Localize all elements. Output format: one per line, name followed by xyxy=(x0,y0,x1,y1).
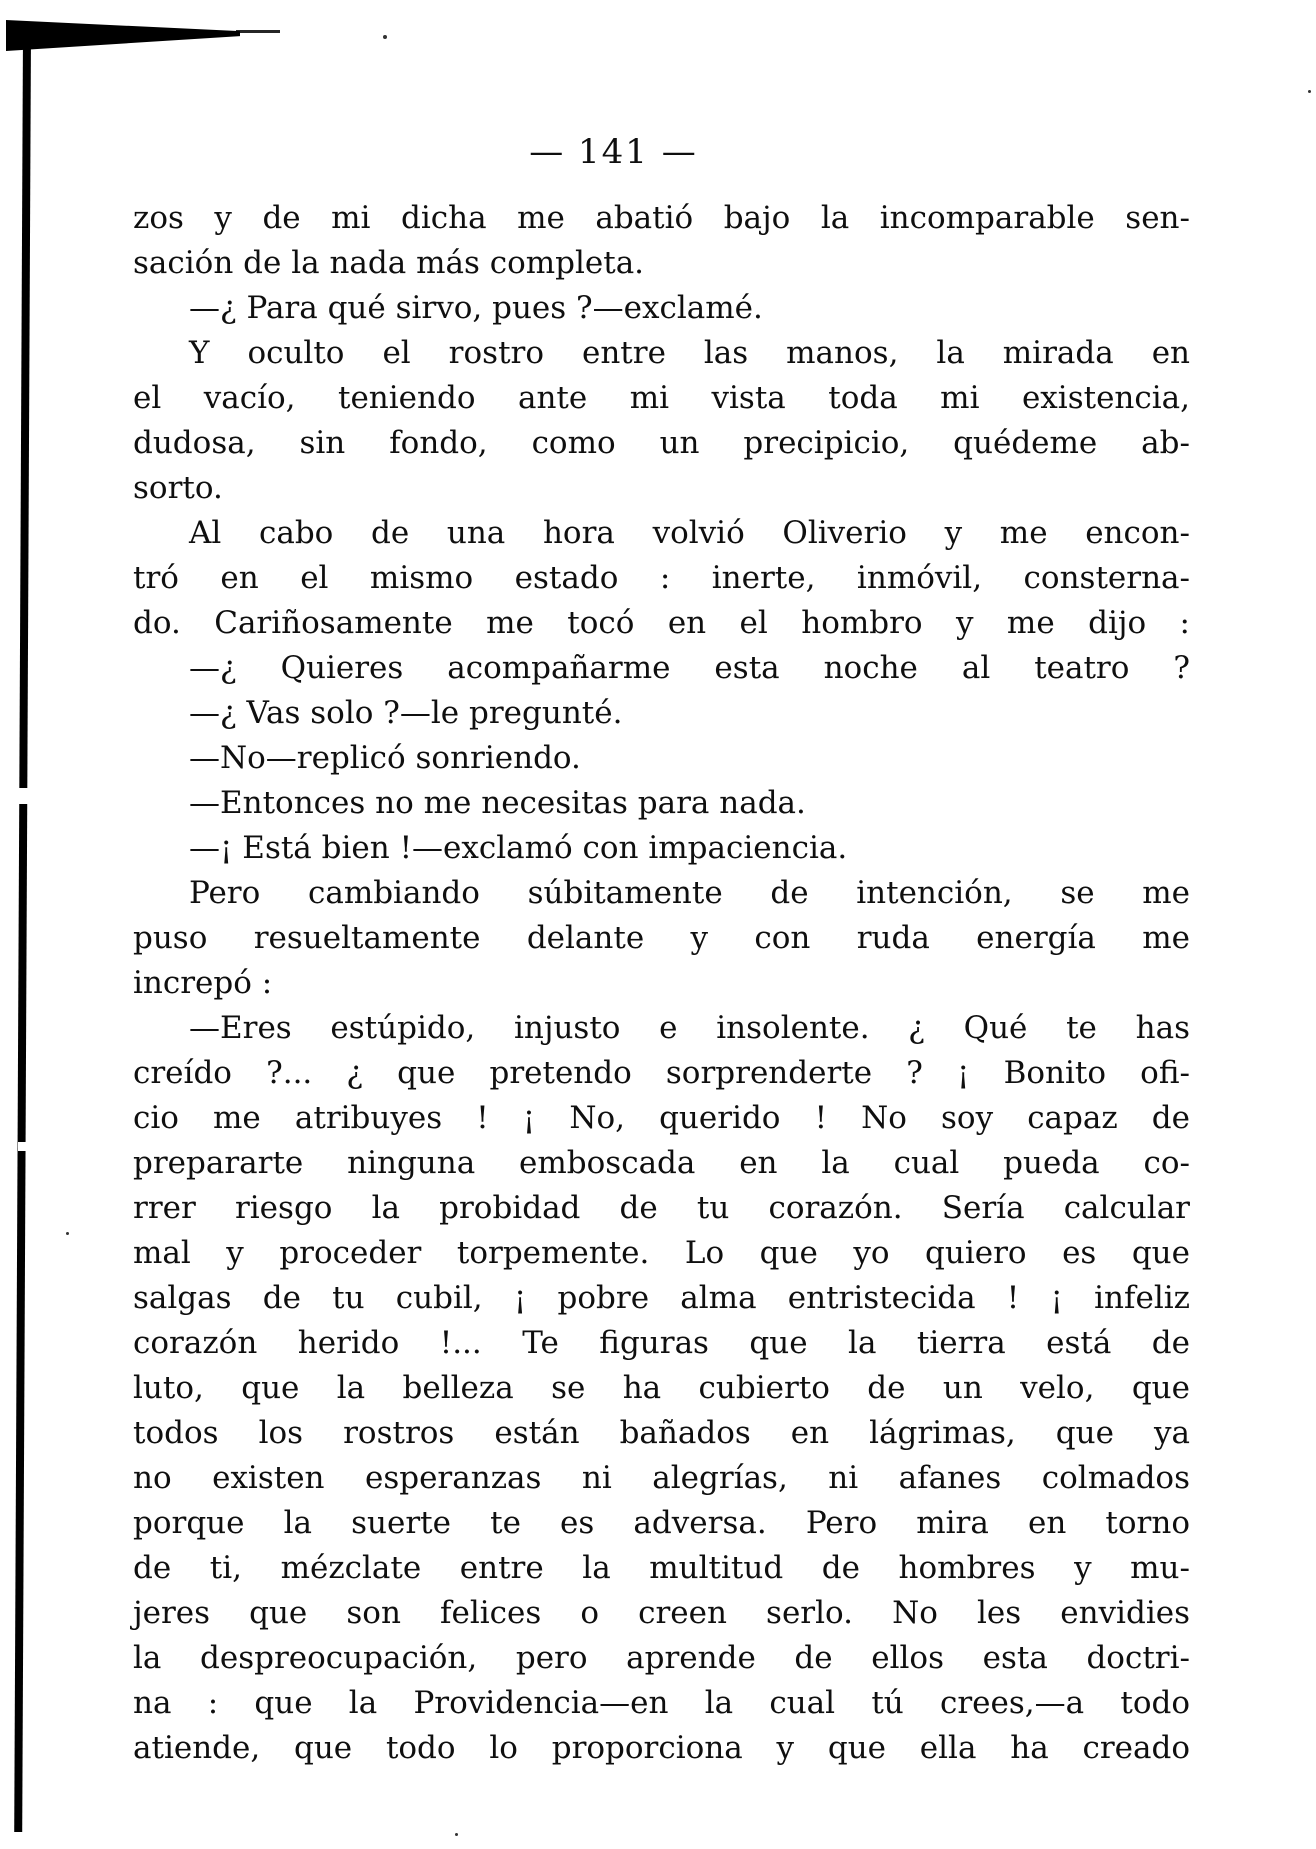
text-line: increpó : xyxy=(133,965,273,1001)
text-line: prepararte ninguna emboscada en la cual pueda co- xyxy=(133,1145,1190,1181)
text-line: Al cabo de una hora volvió Oliverio y me encon- xyxy=(189,515,1190,551)
scan-artifact-corner-wedge xyxy=(6,20,240,51)
scan-artifact-wedge-tail xyxy=(236,30,280,33)
text-line: —Eres estúpido, injusto e insolente. ¿ Qué te has xyxy=(189,1010,1190,1046)
text-line: Pero cambiando súbitamente de intención, se me xyxy=(189,875,1190,911)
scan-artifact-spine-line xyxy=(14,32,31,1832)
text-column xyxy=(133,196,1190,1771)
text-line: el vacío, teniendo ante mi vista toda mi existencia, xyxy=(133,380,1190,416)
text-line: de ti, mézclate entre la multitud de hombres y mu- xyxy=(133,1550,1190,1586)
text-line: todos los rostros están bañados en lágrimas, que ya xyxy=(133,1415,1190,1451)
text-line: sación de la nada más completa. xyxy=(133,245,645,281)
text-line: no existen esperanzas ni alegrías, ni afanes colmados xyxy=(133,1460,1190,1496)
text-line: do. Cariñosamente me tocó en el hombro y me dijo : xyxy=(133,605,1190,641)
scan-speckle xyxy=(66,1232,69,1235)
text-line: —¡ Está bien !—exclamó con impaciencia. xyxy=(189,830,848,866)
text-line: mal y proceder torpemente. Lo que yo quiero es que xyxy=(133,1235,1190,1271)
text-line: cio me atribuyes ! ¡ No, querido ! No soy capaz de xyxy=(133,1100,1190,1136)
scan-speckle xyxy=(1308,90,1311,93)
text-line: creído ?... ¿ que pretendo sorprenderte ? ¡ Bonito ofi- xyxy=(133,1055,1190,1091)
text-line: —¿ Vas solo ?—le pregunté. xyxy=(189,695,623,731)
text-line: corazón herido !... Te figuras que la tierra está de xyxy=(133,1325,1190,1361)
text-line: zos y de mi dicha me abatió bajo la incomparable sen- xyxy=(133,200,1190,236)
text-line: sorto. xyxy=(133,470,223,506)
scan-artifact-gap xyxy=(18,1142,40,1151)
page-number: — 141 — xyxy=(529,132,698,172)
text-line: —No—replicó sonriendo. xyxy=(189,740,581,776)
scan-speckle xyxy=(383,35,387,39)
text-line: salgas de tu cubil, ¡ pobre alma entristecida ! ¡ infeliz xyxy=(133,1280,1190,1316)
text-line: porque la suerte te es adversa. Pero mira en torno xyxy=(133,1505,1190,1541)
text-line: rrer riesgo la probidad de tu corazón. Sería calcular xyxy=(133,1190,1190,1226)
text-line: dudosa, sin fondo, como un precipicio, quédeme ab- xyxy=(133,425,1190,461)
text-line: —¿ Para qué sirvo, pues ?—exclamé. xyxy=(189,290,763,326)
scan-artifact-gap xyxy=(18,788,40,804)
text-line: —Entonces no me necesitas para nada. xyxy=(189,785,806,821)
text-line: atiende, que todo lo proporciona y que ella ha creado xyxy=(133,1730,1190,1766)
text-line: luto, que la belleza se ha cubierto de un velo, que xyxy=(133,1370,1190,1406)
text-line: na : que la Providencia—en la cual tú crees,—a todo xyxy=(133,1685,1190,1721)
text-line: puso resueltamente delante y con ruda energía me xyxy=(133,920,1190,956)
scan-speckle xyxy=(455,1833,458,1836)
text-line: jeres que son felices o creen serlo. No les envidies xyxy=(133,1595,1190,1631)
text-line: tró en el mismo estado : inerte, inmóvil, consterna- xyxy=(133,560,1190,596)
text-line: Y oculto el rostro entre las manos, la mirada en xyxy=(189,335,1190,371)
text-line: —¿ Quieres acompañarme esta noche al teatro ? xyxy=(189,650,1190,686)
text-line: la despreocupación, pero aprende de ellos esta doctri- xyxy=(133,1640,1190,1676)
